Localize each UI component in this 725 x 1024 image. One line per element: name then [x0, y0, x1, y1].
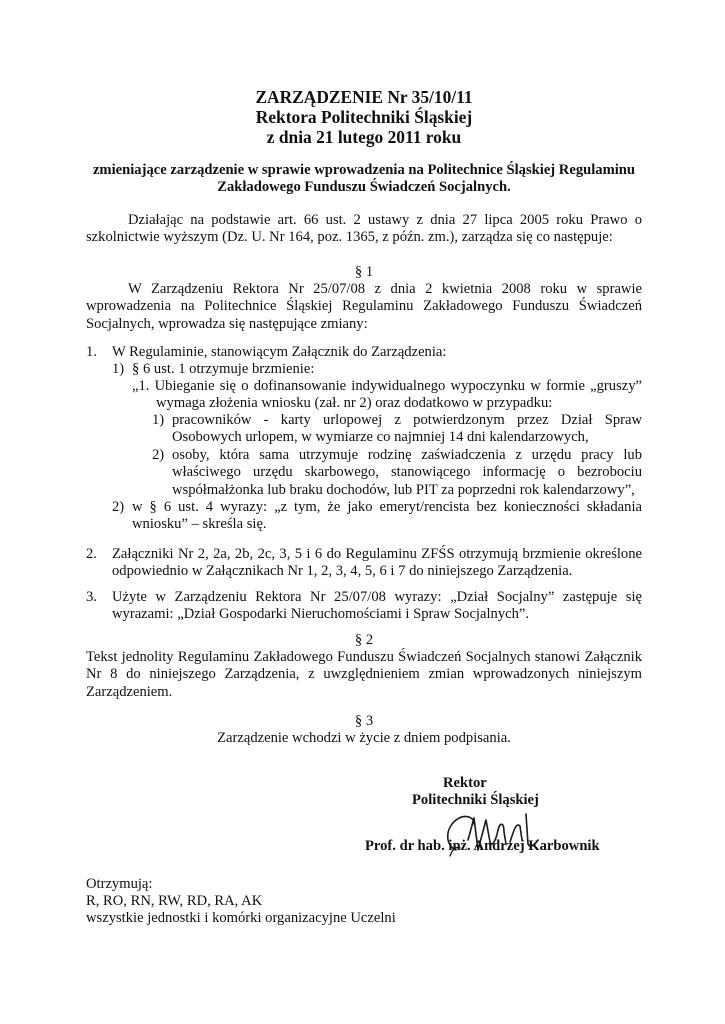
- list-item-1-text: W Regulaminie, stanowiącym Załącznik do Zarządzenia:: [112, 344, 447, 360]
- quote-item-1-number: 1): [152, 412, 165, 428]
- document-title: [86, 87, 642, 147]
- section-2-text: Tekst jednolity Regulaminu Zakładowego Funduszu Świadczeń Socjalnych stanowi Załącznik Nr 8 do niniejszego Zarządzenia, z uwzględnieniem zmian wprowadzonych niniejszym Zarządzeniem.: [86, 649, 642, 700]
- sub-item-1-number: 1): [112, 361, 125, 377]
- signature-institution: Politechniki Śląskiej: [412, 792, 539, 808]
- quote-line-2: wymaga złożenia wniosku (zał. nr 2) oraz dodatkowo w przypadku:: [156, 395, 553, 411]
- title-line-2: Rektora Politechniki Śląskiej: [255, 107, 473, 127]
- recipients-line-2: wszystkie jednostki i komórki organizacyjne Uczelni: [86, 910, 396, 926]
- section-3-heading: § 3: [354, 713, 374, 729]
- list-item-3-number: 3.: [86, 589, 97, 605]
- sub-item-2-text: w § 6 ust. 4 wyrazy: „z tym, że jako emeryt/rencista bez konieczności składania wniosku” – skreśla się.: [132, 499, 642, 533]
- section-2-heading: § 2: [354, 632, 374, 648]
- signatory-name: Prof. dr hab. inż. Andrzej Karbownik: [365, 838, 600, 854]
- list-item-1-number: 1.: [86, 344, 97, 360]
- list-item-3-text: Użyte w Zarządzeniu Rektora Nr 25/07/08 wyrazy: „Dział Socjalny” zastępuje się wyrazami: „Dział Gospodarki Nieruchomościami i Spraw Socjalnych”.: [112, 589, 642, 623]
- section-3-text: Zarządzenie wchodzi w życie z dniem podpisania.: [217, 730, 511, 746]
- recipients-line-1: R, RO, RN, RW, RD, RA, AK: [86, 893, 263, 909]
- quote-item-2-text: osoby, która sama utrzymuje rodzinę zaświadczenia z urzędu pracy lub właściwego urzędu skarbowego, stanowiącego informację o bezrobociu współmałżonka lub braku dochodów, lub PIT za poprzedni rok kalendarzowy”,: [172, 447, 642, 498]
- title-line-1: ZARZĄDZENIE Nr 35/10/11: [255, 87, 473, 107]
- signature-title: Rektor: [443, 775, 487, 791]
- quote-line-1: „1. Ubieganie się o dofinansowanie indywidualnego wypoczynku w formie „gruszy”: [132, 378, 642, 394]
- title-line-3: z dnia 21 lutego 2011 roku: [266, 127, 462, 147]
- sub-item-1-text: § 6 ust. 1 otrzymuje brzmienie:: [132, 361, 315, 377]
- quote-item-1-text: pracowników - karty urlopowej z potwierdzonym przez Dział Spraw Osobowych urlopem, w wymiarze co najmniej 14 dni kalendarzowych,: [172, 412, 642, 446]
- section-1-heading: § 1: [354, 264, 374, 280]
- preamble-paragraph: Działając na podstawie art. 66 ust. 2 ustawy z dnia 27 lipca 2005 roku Prawo o szkolnictwie wyższym (Dz. U. Nr 164, poz. 1365, z późn. zm.), zarządza się co następuje:: [86, 212, 642, 246]
- document-subtitle: zmieniające zarządzenie w sprawie wprowadzenia na Politechnice Śląskiej Regulaminu Zakładowego Funduszu Świadczeń Socjalnych.: [92, 162, 636, 196]
- sub-item-2-number: 2): [112, 499, 125, 515]
- list-item-2-number: 2.: [86, 546, 97, 562]
- list-item-2-text: Załączniki Nr 2, 2a, 2b, 2c, 3, 5 i 6 do Regulaminu ZFŚS otrzymują brzmienie określone odpowiednio w Załącznikach Nr 1, 2, 3, 4, 5, 6 i 7 do niniejszego Zarządzenia.: [112, 546, 642, 580]
- section-1-intro: W Zarządzeniu Rektora Nr 25/07/08 z dnia 2 kwietnia 2008 roku w sprawie wprowadzenia na Politechnice Śląskiej Regulaminu Zakładowego Funduszu Świadczeń Socjalnych, wprowadza się następujące zmiany:: [86, 281, 642, 332]
- quote-item-2-number: 2): [152, 447, 165, 463]
- recipients-label: Otrzymują:: [86, 876, 153, 892]
